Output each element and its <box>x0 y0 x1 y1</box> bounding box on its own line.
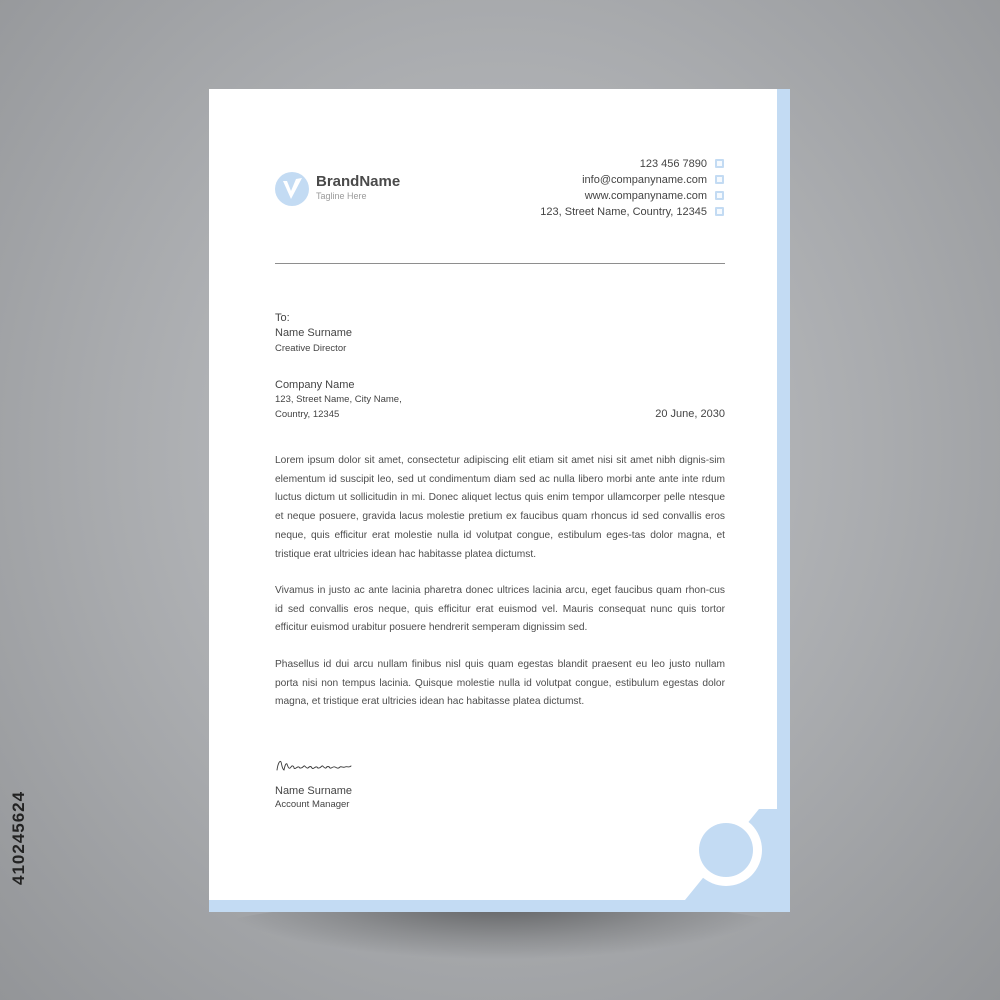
brand-logo-icon <box>275 172 309 206</box>
contact-website: www.companyname.com <box>584 190 707 202</box>
email-icon <box>715 175 724 184</box>
signature-script <box>275 757 355 775</box>
recipient-address-line1: 123, Street Name, City Name, <box>275 394 402 405</box>
phone-icon <box>715 159 724 168</box>
contact-email: info@companyname.com <box>582 174 707 186</box>
body-paragraph-1: Lorem ipsum dolor sit amet, consectetur adipiscing elit etiam sit amet nisi sit amet nibh dignis-sim elementum id suscipit leo, sed ut condimentum diam sed ac nulla libero morbi ante ante inte rdum luctus dictum ut sollicitudin in mi. Donec aliquet lectus quis enim tempor ullamcorper pelle ntesque et neque posuere, gravida lacus molestie pretium ex faucibus quam rhoncus id sed convallis eros neque, quis efficitur erat molestie nulla id volutpat congue, estibulum eges-tas dolor magna, et tristique erat ultricies idean hac habitasse platea dictumst. <box>275 455 725 560</box>
recipient-title: Creative Director <box>275 343 347 354</box>
recipient-name: Name Surname <box>275 327 353 339</box>
stock-id-vertical: 410245624 <box>9 790 28 885</box>
letter-date: 20 June, 2030 <box>655 408 725 420</box>
signer-title: Account Manager <box>275 799 350 810</box>
location-icon <box>715 207 724 216</box>
body-paragraph-3: Phasellus id dui arcu nullam finibus nisl quis quam egestas blandit praesent eu leo justo nullam porta nisi non tempus lacinia. Quisque molestie nulla id volutpat congue, estibulum egestas dolor magna, et tristique erat ultricies idean hac habitasse platea dictumst. <box>275 659 725 708</box>
brand-name: BrandName <box>316 173 401 190</box>
letterhead-page <box>209 89 790 912</box>
signer-name: Name Surname <box>275 785 353 797</box>
contact-phone: 123 456 7890 <box>639 158 707 170</box>
header-divider <box>275 263 725 264</box>
recipient-address-line2: Country, 12345 <box>275 409 340 420</box>
body-paragraph-2: Vivamus in justo ac ante lacinia pharetra donec ultrices lacinia arcu, eget faucibus quam rhon-cus id sed convallis eros neque, quis efficitur erat euismod vel. Mauris consequat nunc quis tortor efficitur euismod urabitur posuere hendrerit semperam dignissim sed. <box>275 585 725 634</box>
recipient-company: Company Name <box>275 379 355 391</box>
web-icon <box>715 191 724 200</box>
contact-address: 123, Street Name, Country, 12345 <box>540 206 707 218</box>
to-label: To: <box>275 312 290 324</box>
brand-tagline: Tagline Here <box>316 191 367 201</box>
